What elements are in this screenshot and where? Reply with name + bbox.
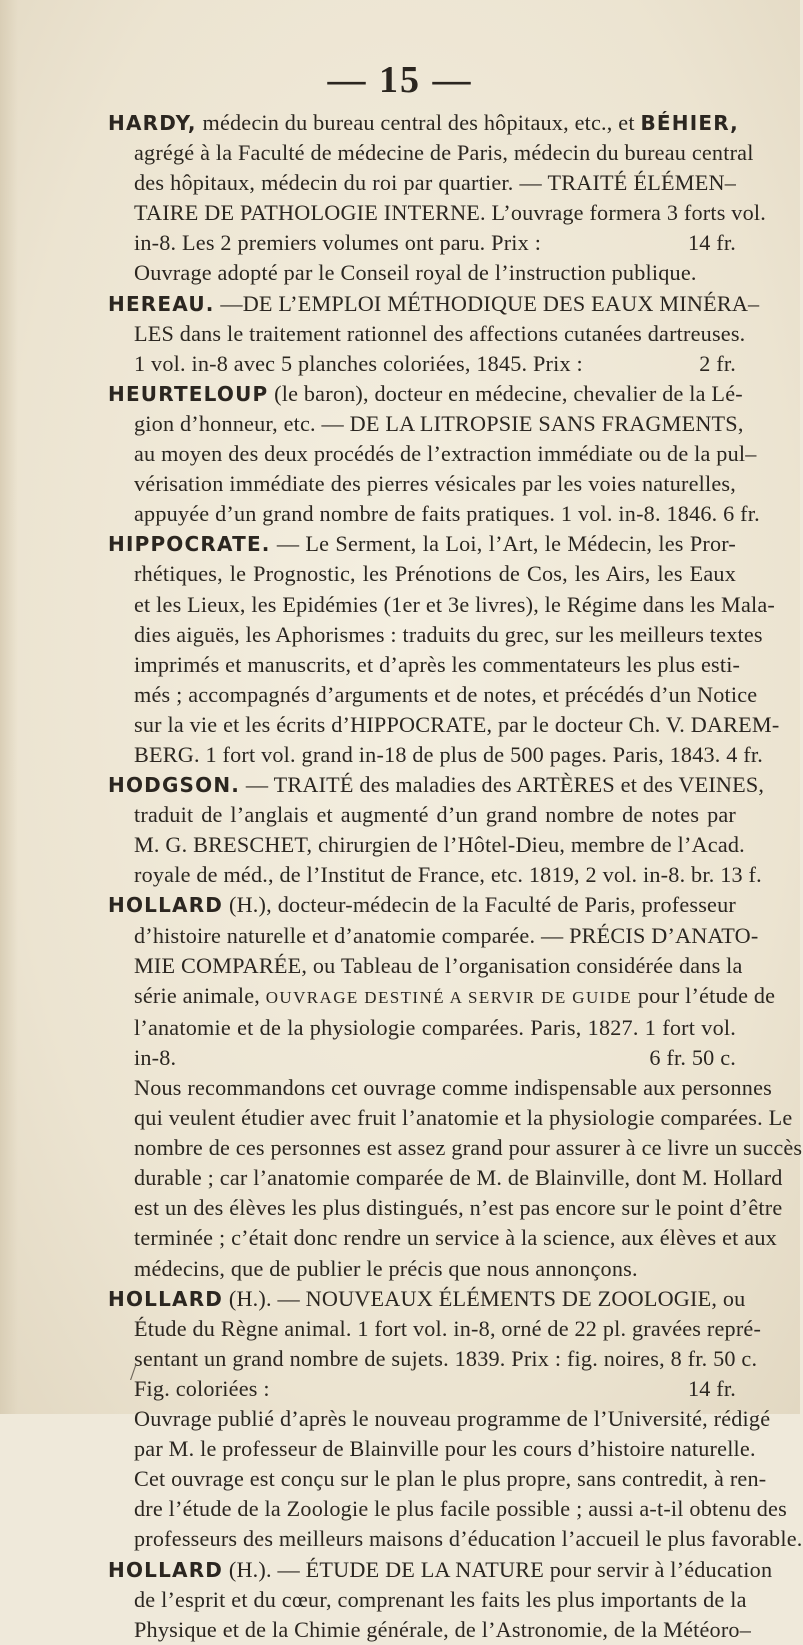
- text-line: [108, 620, 763, 650]
- text-line: [108, 319, 746, 349]
- text-line: [108, 981, 776, 1013]
- line-text: MIE COMPARÉE, ou Tableau de l’organisation considérée dans la: [134, 952, 743, 978]
- line-text: — Le Serment, la Loi, l’Art, le Médecin, les Pror-: [270, 531, 736, 557]
- text-line: [108, 1494, 787, 1524]
- line-text: (H.). — ÉTUDE DE LA NATURE pour servir à l’éducation: [223, 1556, 773, 1582]
- line-text: agrégé à la Faculté de médecine de Paris, médecin du bureau central: [134, 140, 754, 166]
- text-line: [108, 770, 765, 800]
- text-line: [108, 1013, 736, 1043]
- text-line: [108, 1043, 736, 1073]
- price: 6 fr. 50 c.: [649, 1044, 736, 1070]
- line-text: M. G. BRESCHET, chirurgien de l’Hôtel-Dieu, membre de l’Acad.: [134, 832, 745, 858]
- text-line: [108, 680, 758, 710]
- line-text: pour l’étude de: [632, 982, 776, 1008]
- text-line: [108, 228, 736, 258]
- line-text: terminée ; c’était donc rendre un service à la science, aux élèves et aux: [134, 1225, 777, 1251]
- line-text: sentant un grand nombre de sujets. 1839. Prix : fig. noires, 8 fr. 50 c.: [134, 1345, 758, 1371]
- text-line: [108, 258, 736, 288]
- text-line: [108, 1163, 783, 1193]
- text-line: [108, 830, 745, 860]
- line-text: LES dans le traitement rationnel des affections cutanées dartreuses.: [134, 320, 746, 346]
- text-line: [108, 559, 736, 589]
- text-line: [108, 379, 743, 409]
- text-line: [108, 1344, 758, 1374]
- text-line: [108, 860, 762, 890]
- line-text: in-8. Les 2 premiers volumes ont paru. Prix :: [134, 230, 542, 256]
- line-text: —DE L’EMPLOI MÉTHODIQUE DES EAUX MINÉRA–: [214, 290, 760, 316]
- author-name: BÉHIER,: [640, 111, 739, 135]
- line-text: rhétiques, le Prognostic, les Prénotions de Cos, les Airs, les Eaux: [134, 561, 736, 587]
- line-text: durable ; car l’anatomie comparée de M. de Blainville, dont M. Hollard: [134, 1165, 783, 1191]
- line-text: d’histoire naturelle et d’anatomie comparée. — PRÉCIS D’ANATO-: [134, 922, 759, 948]
- text-line: [108, 409, 744, 439]
- line-text: BERG. 1 fort vol. grand in-18 de plus de 500 pages. Paris, 1843. 4 fr.: [134, 741, 764, 767]
- author-name: HEURTELOUP: [108, 381, 269, 406]
- line-text: (H.). — NOUVEAUX ÉLÉMENTS DE ZOOLOGIE, ou: [223, 1285, 746, 1311]
- line-text: qui veulent étudier avec fruit l’anatomie et la physiologie comparées. Le: [134, 1105, 793, 1131]
- page-binding-shadow: [0, 0, 18, 1414]
- line-text: par M. le professeur de Blainville pour les cours d’histoire naturelle.: [134, 1436, 756, 1462]
- text-line: [108, 198, 766, 228]
- text-line: [108, 740, 764, 770]
- text-line: [108, 890, 736, 920]
- text-line: [108, 590, 775, 620]
- line-text: gion d’honneur, etc. — DE LA LITROPSIE SANS FRAGMENTS,: [134, 410, 744, 436]
- line-text: nombre de ces personnes est assez grand pour assurer à ce livre un succès: [134, 1135, 803, 1161]
- text-line: [108, 529, 736, 559]
- text-line: [108, 1404, 771, 1434]
- text-line: [108, 138, 754, 168]
- page-number: — 15 —: [327, 59, 473, 101]
- text-line: [108, 1193, 783, 1223]
- text-line: [108, 349, 736, 379]
- price: 14 fr.: [687, 230, 736, 256]
- text-line: [108, 108, 739, 138]
- author-name: HODGSON.: [108, 773, 241, 798]
- line-text: — TRAITÉ des maladies des ARTÈRES et des VEINES,: [240, 772, 765, 798]
- catalogue-text: [108, 108, 803, 1645]
- text-line: [108, 499, 760, 529]
- text-line: [108, 1434, 756, 1464]
- line-text: dies aiguës, les Aphorismes : traduits du grec, sur les meilleurs textes: [134, 621, 763, 647]
- line-text: (le baron), docteur en médecine, chevalier de la Lé-: [268, 380, 743, 406]
- text-line: [108, 1524, 803, 1554]
- author-name: HARDY,: [108, 111, 197, 135]
- line-text: Nous recommandons cet ouvrage comme indispensable aux personnes: [134, 1075, 772, 1100]
- line-text: appuyée d’un grand nombre de faits pratiques. 1 vol. in-8. 1846. 6 fr.: [134, 501, 760, 527]
- text-line: [108, 1223, 777, 1253]
- text-line: [108, 439, 757, 469]
- line-text: TAIRE DE PATHOLOGIE INTERNE. L’ouvrage formera 3 forts vol.: [134, 200, 766, 226]
- price: 2 fr.: [699, 350, 736, 376]
- line-text: (H.), docteur-médecin de la Faculté de Paris, professeur: [223, 892, 736, 918]
- line-text: més ; accompagnés d’arguments et de notes, et précédés d’un Notice: [134, 681, 758, 707]
- line-text: traduit de l’anglais et augmenté d’un grand nombre de notes par: [134, 802, 736, 828]
- line-text: des hôpitaux, médecin du roi par quartier. — TRAITÉ ÉLÉMEN–: [134, 170, 736, 196]
- line-text: médecins, que de publier le précis que nous annonçons.: [134, 1255, 638, 1281]
- line-text: 1 vol. in-8 avec 5 planches coloriées, 1845. Prix :: [134, 350, 583, 376]
- text-line: [108, 1254, 736, 1284]
- author-name: HOLLARD: [108, 1286, 224, 1311]
- line-text: et les Lieux, les Epidémies (1er et 3e livres), le Régime dans les Mala-: [134, 591, 775, 617]
- text-line: [108, 168, 736, 198]
- author-name: HIPPOCRATE.: [108, 532, 271, 557]
- pen-mark: /: [130, 1360, 137, 1386]
- text-line: [108, 1073, 772, 1103]
- line-text: l’anatomie et de la physiologie comparées. Paris, 1827. 1 fort vol.: [134, 1014, 736, 1040]
- line-text: imprimés et manuscrits, et d’après les commentateurs les plus esti-: [134, 651, 741, 677]
- text-line: [108, 1374, 736, 1404]
- text-line: [108, 469, 736, 499]
- line-text: série animale,: [134, 982, 266, 1008]
- line-text: Fig. coloriées :: [134, 1375, 270, 1401]
- author-name: HOLLARD: [108, 1557, 224, 1582]
- text-line: [108, 1314, 762, 1344]
- line-text: au moyen des deux procédés de l’extraction immédiate ou de la pul–: [134, 441, 757, 467]
- text-line: [108, 650, 741, 680]
- line-text: in-8.: [134, 1044, 177, 1070]
- author-name: HOLLARD: [108, 893, 224, 918]
- line-text: Ouvrage publié d’après le nouveau programme de l’Université, rédigé: [134, 1406, 771, 1432]
- text-line: [108, 1555, 773, 1585]
- text-line: [108, 710, 780, 740]
- line-text: sur la vie et les écrits d’HIPPOCRATE, par le docteur Ch. V. DAREM-: [134, 711, 780, 737]
- text-line: [108, 1615, 752, 1645]
- text-line: [108, 1284, 746, 1314]
- line-text: dre l’étude de la Zoologie le plus facile possible ; aussi a-t-il obtenu des: [134, 1496, 787, 1522]
- text-line: [108, 1464, 767, 1494]
- text-line: [108, 1585, 747, 1615]
- line-text: professeurs des meilleurs maisons d’éducation l’accueil le plus favorable.: [134, 1526, 803, 1552]
- line-text: médecin du bureau central des hôpitaux, etc., et: [196, 110, 641, 135]
- line-text: royale de méd., de l’Institut de France, etc. 1819, 2 vol. in-8. br. 13 f.: [134, 862, 762, 888]
- line-text: Étude du Règne animal. 1 fort vol. in-8, orné de 22 pl. gravées repré-: [134, 1315, 762, 1341]
- text-line: [108, 1133, 803, 1163]
- text-line: [108, 1103, 793, 1133]
- line-text: Ouvrage adopté par le Conseil royal de l’instruction publique.: [134, 260, 697, 286]
- text-line: [108, 951, 743, 981]
- small-caps-text: OUVRAGE DESTINÉ A SERVIR DE GUIDE: [265, 987, 633, 1007]
- line-text: vérisation immédiate des pierres vésicales par les voies naturelles,: [134, 471, 736, 497]
- line-text: Cet ouvrage est conçu sur le plan le plus propre, sans contredit, à ren-: [134, 1466, 767, 1492]
- text-line: [108, 800, 736, 830]
- author-name: HEREAU.: [108, 291, 215, 316]
- line-text: de l’esprit et du cœur, comprenant les faits les plus importants de la: [134, 1586, 747, 1612]
- text-line: [108, 921, 759, 951]
- line-text: est un des élèves les plus distingués, n’est pas encore sur le point d’être: [134, 1195, 783, 1221]
- price: 14 fr.: [687, 1375, 736, 1401]
- text-line: [108, 289, 760, 319]
- line-text: Physique et de la Chimie générale, de l’Astronomie, de la Météoro–: [134, 1616, 752, 1642]
